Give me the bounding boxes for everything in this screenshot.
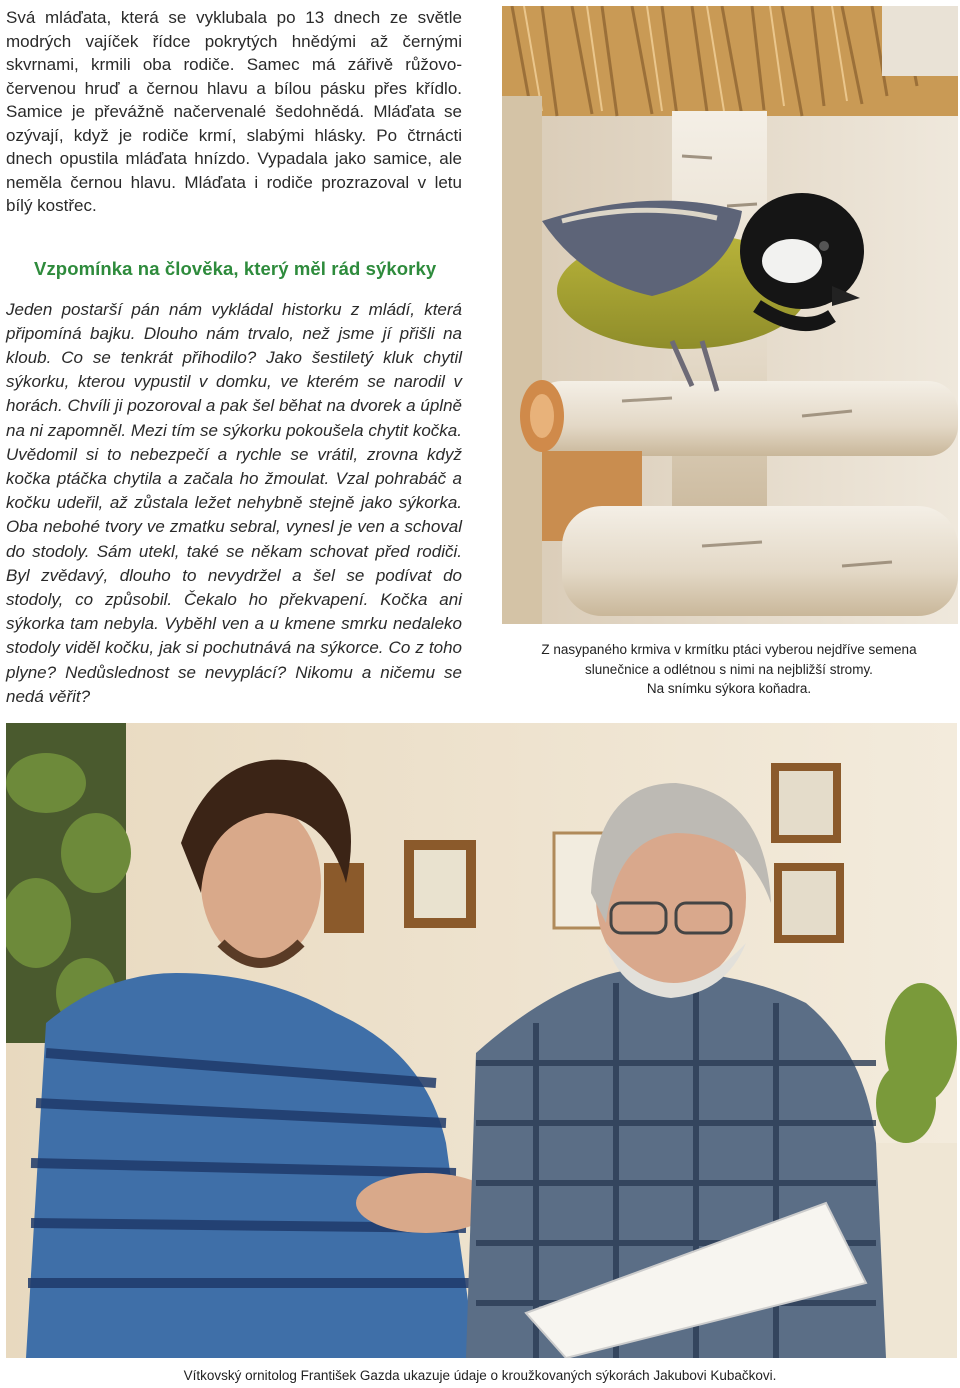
- caption-line: slunečnice a odlétnou s nimi na nejbližší stromy.: [585, 661, 873, 677]
- intro-paragraph: Svá mláďata, která se vyklubala po 13 dnech ze světle modrých vajíček řídce pokrytých hnědými až černými skvrnami, krmili oba rodiče. Samec má zářivě růžovo-červenou hruď a černou hlavu a bílou pásku přes křídlo. Samice je převážně načervenalé šedohnědá. Mláďata se ozývají, když je rodiče krmí, slabými hlásky. Po čtrnácti dnech opustila mláďata hnízdo. Vypadala jako samice, ale neměla černou hlavu. Mláďata i rodiče prozrazoval v letu bílý kostřec.: [6, 8, 462, 215]
- photo-ornithologist: [6, 723, 957, 1358]
- great-tit-illustration: [502, 6, 958, 624]
- section-heading: Vzpomínka na člověka, který měl rád sýkorky: [34, 257, 437, 279]
- text-column: [6, 6, 462, 709]
- photo-caption-ornithologist: Vítkovský ornitolog František Gazda ukazuje údaje o kroužkovaných sýkorách Jakubovi Kubačkovi.: [183, 1368, 777, 1383]
- photo-great-tit: [502, 6, 958, 624]
- photo-caption-feeder: [503, 640, 955, 699]
- story-paragraph: Jeden postarší pán nám vykládal historku z mládí, která připomíná bajku. Dlouho nám trvalo, než jsme jí přišli na kloub. Co se tenkrát přihodilo? Jako šestiletý kluk chytil sýkorku, kterou vypustil v domku, ve kterém se narodil v horách. Chvíli ji pozoroval a pak šel běhat na dvorek a úplně na ni zapomněl. Mezi tím se sýkorku pokoušela chytit kočka. Uvědomil si to nebezpečí a rychle se vrátil, zrovna když kočka ptáčka chytila a začala ho žmoulat. Vzal pohrabáč a kočku udeřil, až zůstala ležet nehybně stejně jako sýkorka. Oba nebohé tvory ve zmatku sebral, vynesl je ven a schoval do stodoly. Sám utekl, také se někam schovat před rodiči. Byl zvědavý, dlouho to nevydržel a šel se podívat do stodoly, co způsobil. Čekalo ho překvapení. Kočka ani sýkorka tam nebyla. Vyběhl ven a u kmene smrku nedaleko stodoly viděl kočku, jak si pochutnává na sýkorce. Co z toho plyne? Nedůslednost se nevyplácí? Nikomu a ničemu se nedá věřit?: [6, 299, 462, 706]
- caption-line: Na snímku sýkora koňadra.: [646, 681, 812, 696]
- caption-line: Z nasypaného krmiva v krmítku ptáci vyberou nejdříve semena: [541, 642, 917, 657]
- ornithologist-illustration: [6, 723, 957, 1358]
